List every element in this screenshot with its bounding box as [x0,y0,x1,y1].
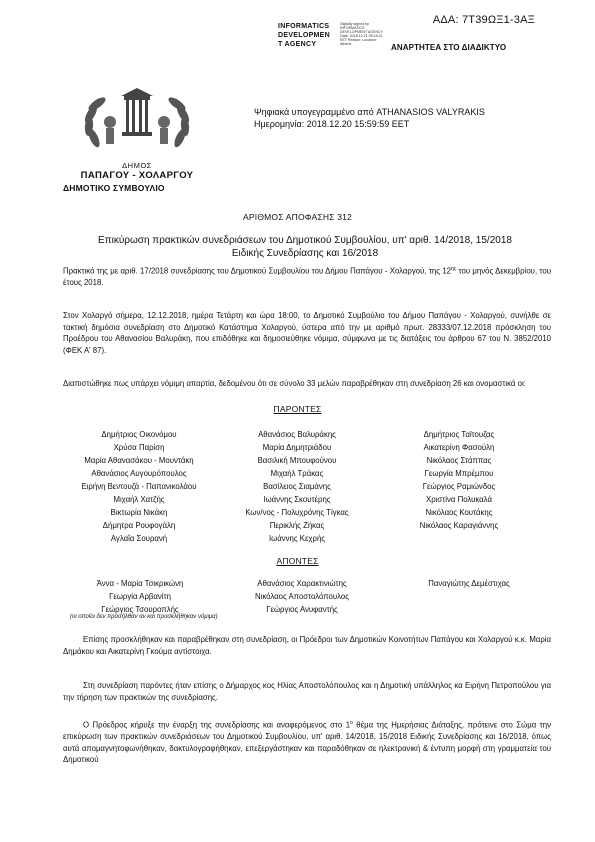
municipality-logo [72,82,202,181]
minutes-paragraph [63,264,551,289]
absent-heading [0,556,595,566]
member-name: Δημήτριος Ταϊτουζας [423,430,495,439]
decision-title-line: Ειδικής Συνεδρίασης και 16/2018 [231,248,379,259]
member-name: Χρύσα Παρίση [113,443,165,452]
member-name: Αγλαΐα Σουρανή [110,534,168,543]
member-name: Γεώργιος Ραμιώνδος [422,482,496,491]
guests-paragraph: Επίσης προσκλήθηκαν και παραβρέθηκαν στη συνεδρίαση, οι Πρόεδροι των Δημοτικών Κοινοτήτων Παπάγου και Χολαργού κ.κ. Μαρία Δημάκου και Αικατερίνη Γκούμα αντίστοιχα. [63,635,551,656]
text-span: Ο Πρόεδρος κήρυξε την έναρξη της συνεδρίασης και αναφερόμενος στο 1 [83,720,351,730]
member-name: Μαρία Δημητριάδου [262,443,332,452]
member-name: Αθανάσιος Χαρακτινιώτης [257,579,347,588]
decision-title-line: Επικύρωση πρακτικών συνεδριάσεων του Δημοτικού Συμβουλίου, υπ' αριθ. 14/2018, 15/2018 [98,235,512,246]
member-name: Αικατερίνη Φασούλη [423,443,495,452]
text-span: του μηνός Δεκεμβρίου, του έτους 2018. [63,266,551,288]
member-name: Αθανάσιος Αυγουρόπουλος [91,469,187,478]
text-span: Πρακτικό της με αριθ. 17/2018 συνεδρίασης του Δημοτικού Συμβουλίου του Δήμου Παπάγου - Χολαργού, της 12 [63,266,452,276]
heading-text: ΠΑΡΟΝΤΕΣ [273,404,322,414]
member-name: Κων/νος - Πολυχρόνης Τίγκας [245,508,349,517]
member-name: Γεώργιος Ανυφαντής [266,605,338,614]
logo-title: ΔΗΜΟΣ [122,161,152,170]
member-name: Μιχαήλ Χατζής [113,495,165,504]
digital-signature-details: Digitally signed by INFORMATICS DEVELOPMENT AGENCY Date: 2018.12.21 09:15:21 EET Reason: Location: Athens [340,22,384,46]
superscript: ο [350,720,353,726]
member-name: Παναγιώτης Δεμέστιχας [428,579,510,588]
member-name: Νικόλαος Στάππας [426,456,492,465]
signature-signer: Ψηφιακά υπογεγραμμένο από ATHANASIOS VALYRAKIS [254,107,485,117]
present-column-3 [384,428,534,532]
text-span: θέμα της Ημερήσιας Διάταξης, πρότεινε στο Σώμα την επικύρωση των πρακτικών συνεδριάσεων του Δημοτικού Συμβουλίου, υπ' αριθ. 14/2018, 15/2018 Ειδικής Συνεδρίασης και 16/2018, όπως αυτά απομαγνητοφωνήθηκαν, δακτυλογραφήθηκαν, επεξεργάστηκαν και παραδόθηκαν σε ηλεκτρονική & έντυπη μορφή στη γραμματεία του Δημοτικού [63,720,551,765]
member-name: Νικόλαος Καραγιάννης [419,521,499,530]
absent-note: (οι οποίοι δεν προσήλθαν αν και προσκλήθηκαν νόμιμα) [70,614,218,620]
member-name: Δήμητρα Ρουφογάλη [102,521,176,530]
member-name: Μιχαήλ Τράκας [270,469,324,478]
member-name: Ειρήνη Βεντουζά - Παπανικολάου [81,482,197,491]
absent-column-1 [60,577,220,616]
informatics-agency-stamp [278,22,330,49]
member-name: Χριστίνα Πολυκαλά [426,495,492,504]
agenda-paragraph [63,718,551,766]
member-name: Δημήτριος Οικονόμου [101,430,177,439]
member-name: Ιωάννης Σκουτέρης [263,495,331,504]
absent-column-3 [394,577,544,590]
meeting-paragraph: Στον Χολαργό σήμερα, 12.12.2018, ημέρα Τετάρτη και ώρα 18:00, το Δημοτικό Συμβούλιο του Δήμου Παπάγου - Χολαργού, συνήλθε σε τακτική δημόσια συνεδρίαση στο Δημοτικό Κατάστημα Χολαργού, ύστερα από την με αριθμό πρωτ. 28333/07.12.2018 πρόσκληση του Προέδρου του Αθανασίου Βαλυράκη, που επιδόθηκε και δημοσιεύθηκε νόμιμα, σύμφωνα με τις διατάξεις του άρθρου 67 του Ν. 3852/2010 (ΦΕΚ Α' 87). [63,311,551,355]
member-name: Αθανάσιος Βαλυράκης [258,430,336,439]
member-name: Γεώργιος Τσουροπλής [101,605,179,614]
superscript: ης [451,266,457,272]
member-name: Ιωάννης Κεχρής [268,534,326,543]
present-column-2 [222,428,372,545]
member-name: Περικλής Ζήκας [269,521,325,530]
member-name: Νικόλαος Αποστολόπουλος [255,592,349,601]
member-name: Άννα - Μαρία Τσικρικώνη [96,579,184,588]
decision-number: ΑΡΙΘΜΟΣ ΑΠΟΦΑΣΗΣ 312 [243,212,352,222]
council-heading: ΔΗΜΟΤΙΚΟ ΣΥΜΒΟΥΛΙΟ [63,183,165,193]
digital-signature [254,106,485,130]
member-name: Νικόλαος Κουτάκης [425,508,493,517]
stamp-line: T AGENCY [278,41,317,48]
posting-label: ΑΝΑΡΤΗΤΕΑ ΣΤΟ ΔΙΑΔΙΚΤΥΟ [391,43,507,52]
present-column-1 [64,428,214,545]
stamp-line: DEVELOPMEN [278,32,331,39]
signature-date: Ημερομηνία: 2018.12.20 15:59:59 EET [254,119,410,129]
ada-code: ΑΔΑ: 7Τ39ΩΞ1-3ΑΞ [432,14,535,26]
attendance-paragraph: Στη συνεδρίαση παρόντες ήταν επίσης ο Δήμαρχος κος Ηλίας Αποστολόπουλος και η Δημοτική υπάλληλος κα Ειρήνη Πετροπούλου για την τήρηση των πρακτικών της συνεδρίασης. [63,681,551,702]
member-name: Βικτωρία Νικάκη [110,508,168,517]
member-name: Βασίλειος Σιαμάνης [263,482,331,491]
member-name: Γεωργία Μπρέμπου [424,469,494,478]
decision-title [40,234,570,260]
member-name: Γεωργία Αρβανίτη [109,592,171,601]
heading-text: ΑΠΟΝΤΕΣ [276,556,319,566]
stamp-line: INFORMATICS [278,23,330,30]
absent-column-2 [222,577,382,616]
logo-municipality-name: ΠΑΠΑΓΟΥ - ΧΟΛΑΡΓΟΥ [80,170,194,181]
member-name: Βασιλική Μπουφούνου [257,456,337,465]
present-heading [0,404,595,414]
quorum-paragraph: Διαπιστώθηκε πως υπάρχει νόμιμη απαρτία, δεδομένου ότι σε σύνολο 33 μελών παραβρέθηκαν στη συνεδρίαση 26 και ονομαστικά οι: [63,379,526,388]
member-name: Μαρία Αθανασάκου - Μουντάκη [84,456,194,465]
laurel-logo-icon [72,82,202,154]
